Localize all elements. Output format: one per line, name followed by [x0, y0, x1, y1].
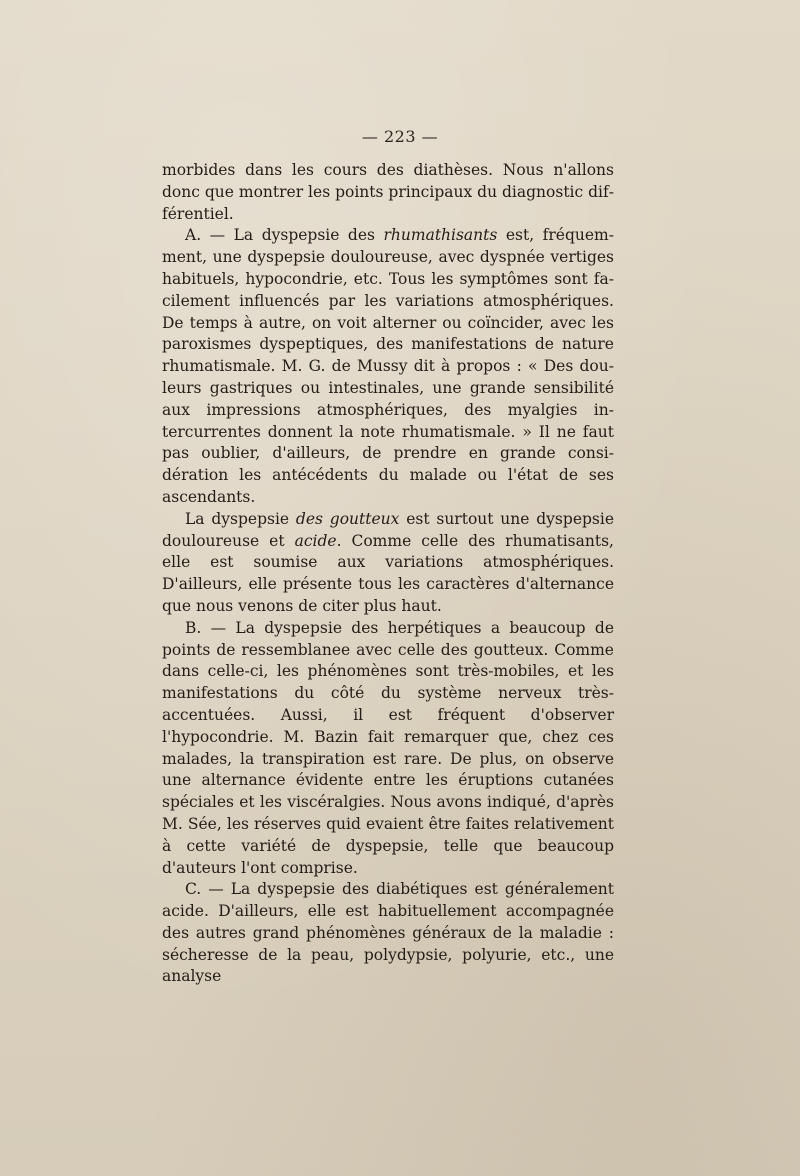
text-run: est, fréquemment, une dyspepsie douloureuse, avec dyspnée vertiges habituels, hypocondrie, etc. Tous les symptômes sont facilement influencés par les variations atmosphériques. De temps à autre, on voit alterner ou coïncider, avec les paroxismes dyspeptiques, des manifestations de nature rhumatismale. M. G. de Mussy dit à propos : « Des douleurs gastriques ou intestinales, une grande sensibilité aux impressions atmosphériques, des myalgies intercurrentes donnent la note rhumatismale. » Il ne faut pas oublier, d'ailleurs, de prendre en grande considération les antécédents du malade ou l'état de ses ascendants. [162, 226, 614, 506]
italic-term: des goutteux [295, 509, 400, 528]
italic-term: rhumathisants [383, 226, 498, 245]
paragraph-section-c [162, 879, 614, 988]
body-text [162, 160, 614, 988]
text-run: La dyspepsie [185, 509, 296, 528]
paragraph-intro [162, 160, 614, 225]
text-run: . Comme celle des rhumatisants, elle est soumise aux variations atmosphériques. D'ailleurs, elle présente tous les caractères d'alternance que nous venons de citer plus haut. [162, 531, 614, 615]
paragraph-section-b [162, 618, 614, 880]
text-run: morbides dans les cours des diathèses. Nous n'allons donc que montrer les points principaux du diagnostic différentiel. [162, 161, 614, 223]
paragraph-section-a [162, 225, 614, 508]
text-run: C. — La dyspepsie des diabétiques est généralement acide. D'ailleurs, elle est habituellement accompagnée des autres grand phénomènes généraux de la maladie : sécheresse de la peau, polydypsie, polyurie, etc., une analyse [162, 880, 614, 986]
page-number: — 223 — [361, 127, 439, 146]
paragraph-goutteux [162, 509, 614, 618]
text-run: est surtout une dyspepsie douloureuse et [162, 509, 614, 550]
text-run: B. — La dyspepsie des herpétiques a beaucoup de points de ressemblanee avec celle des goutteux. Comme dans celle-ci, les phénomènes sont très-mobiles, et les manifestations du côté du système nerveux très-accentuées. Aussi, il est fréquent d'observer l'hypocondrie. M. Bazin fait remarquer que, chez ces malades, la transpiration est rare. De plus, on observe une alternance évidente entre les éruptions cutanées spéciales et les viscéralgies. Nous avons indiqué, d'après M. Sée, les réserves quid evaient être faites relativement à cette variété de dyspepsie, telle que beaucoup d'auteurs l'ont comprise. [162, 618, 614, 877]
text-run: A. — La dyspepsie des [185, 226, 384, 245]
italic-term: acide [294, 531, 337, 550]
